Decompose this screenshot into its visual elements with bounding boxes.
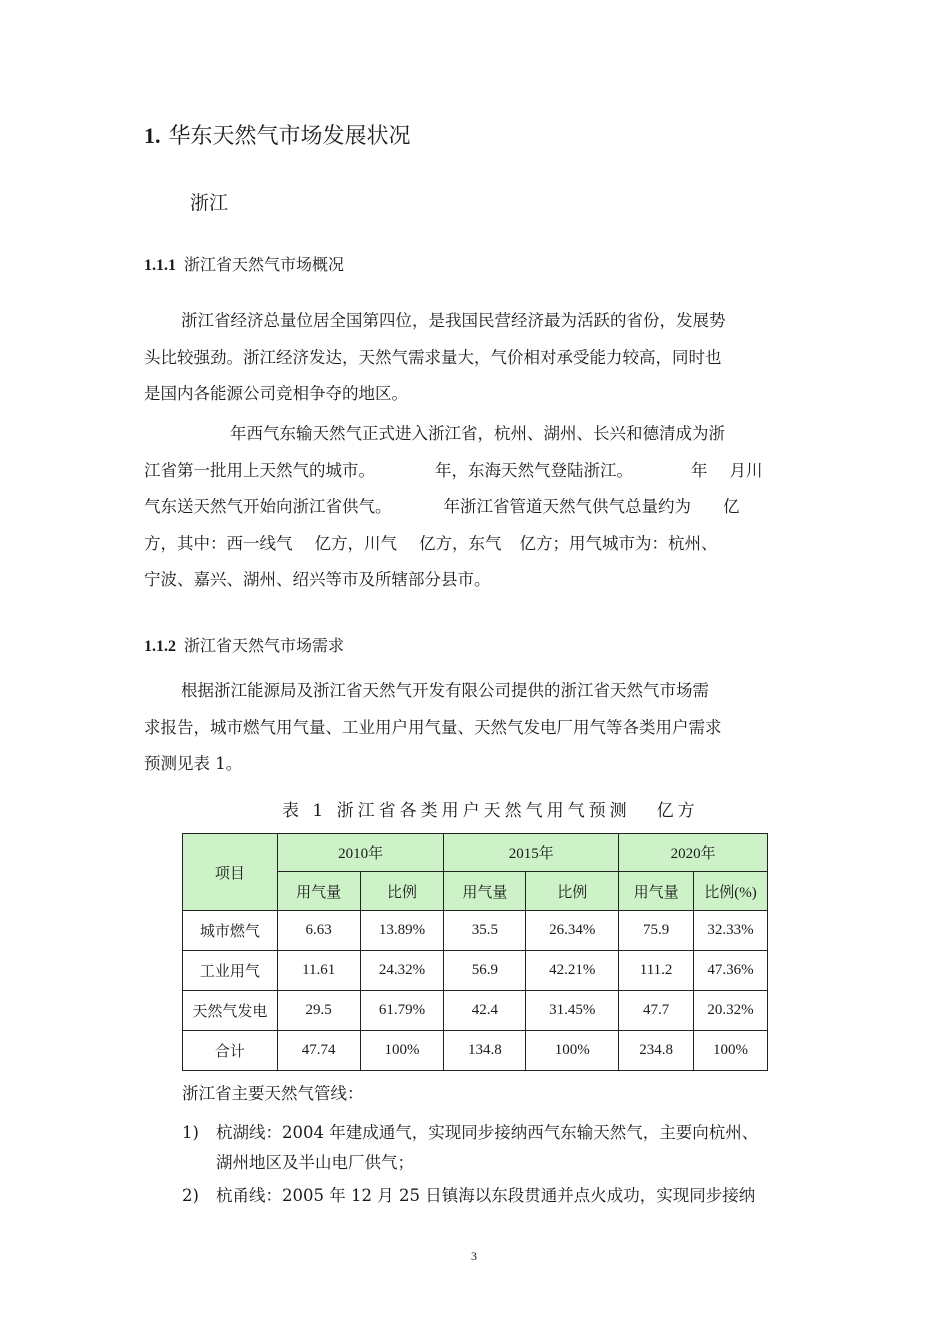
table-cell: 56.9 — [444, 951, 526, 991]
table-cell: 100% — [526, 1031, 619, 1071]
paragraph-history — [144, 416, 808, 599]
pipelines-intro: 浙江省主要天然气管线： — [182, 1084, 364, 1103]
text-fragment: 亿方；用气城市为：杭州、 — [519, 533, 718, 553]
text-fragment: 月川 — [729, 460, 763, 480]
text-line: 年西气东输天然气正式进入浙江省，杭州、湖州、长兴和德清成为浙 — [230, 424, 725, 443]
table-row — [183, 911, 768, 951]
paragraph-demand — [144, 673, 808, 783]
text-fragment: 年，东海天然气登陆浙江。 — [435, 460, 633, 480]
table-cell: 100% — [360, 1031, 444, 1071]
list-number: 1) — [182, 1123, 199, 1142]
table-cell: 111.2 — [619, 951, 694, 991]
section-number: 1.1.2 — [144, 638, 176, 655]
table-cell: 11.61 — [277, 951, 360, 991]
table-caption — [282, 796, 699, 821]
text-line: 头比较强劲。浙江经济发达，天然气需求量大，气价相对承受能力较高，同时也 — [144, 347, 722, 367]
list-text-line: 湖州地区及半山电厂供气； — [216, 1153, 414, 1172]
text-fragment: 年 — [691, 460, 708, 480]
table-cell: 47.74 — [277, 1031, 360, 1071]
table-cell: 6.63 — [277, 911, 360, 951]
heading-number: 1. — [144, 123, 161, 148]
table-cell: 75.9 — [619, 911, 694, 951]
text-line: 根据浙江能源局及浙江省天然气开发有限公司提供的浙江省天然气市场需 — [181, 681, 709, 700]
sub-header: 比例 — [360, 872, 444, 911]
text-line: 是国内各能源公司竞相争夺的地区。 — [144, 384, 408, 403]
item-header: 项目 — [183, 834, 278, 911]
section-number: 1.1.1 — [144, 257, 176, 274]
table-cell: 47.36% — [694, 951, 768, 991]
page-number: 3 — [471, 1249, 477, 1263]
table-cell: 32.33% — [694, 911, 768, 951]
section-heading-1-1-2 — [144, 633, 344, 656]
text-line: 求报告，城市燃气用气量、工业用户用气量、天然气发电厂用气等各类用户需求 — [144, 717, 722, 737]
sub-header: 比例 — [526, 872, 619, 911]
table-cell: 26.34% — [526, 911, 619, 951]
row-label: 城市燃气 — [183, 911, 278, 951]
province-subtitle: 浙江 — [190, 192, 229, 214]
text-fragment: 亿方，川气 — [314, 533, 397, 553]
text-line: 预测见表 1。 — [144, 754, 243, 773]
year-header: 2020年 — [619, 834, 768, 872]
caption-text: 表 1 浙江省各类用户天然气用气预测 — [282, 801, 631, 821]
table-row — [183, 991, 768, 1031]
sub-header: 用气量 — [277, 872, 360, 911]
table-cell: 47.7 — [619, 991, 694, 1031]
table-row-total — [183, 1031, 768, 1071]
text-fragment: 亿方，东气 — [419, 533, 502, 553]
text-line: 宁波、嘉兴、湖州、绍兴等市及所辖部分县市。 — [144, 570, 491, 589]
table-row — [183, 951, 768, 991]
sub-header: 比例(%) — [694, 872, 768, 911]
table-cell: 61.79% — [360, 991, 444, 1031]
table-cell: 234.8 — [619, 1031, 694, 1071]
row-label: 天然气发电 — [183, 991, 278, 1031]
table-cell: 35.5 — [444, 911, 526, 951]
heading-text: 华东天然气市场发展状况 — [168, 124, 411, 149]
table-header-years — [183, 834, 768, 872]
section-title: 浙江省天然气市场概况 — [184, 255, 345, 274]
text-fragment: 方，其中：西一线气 — [144, 533, 293, 553]
table-cell: 29.5 — [277, 991, 360, 1031]
table-cell: 13.89% — [360, 911, 444, 951]
paragraph-overview — [144, 303, 808, 413]
table-cell: 31.45% — [526, 991, 619, 1031]
sub-header: 用气量 — [619, 872, 694, 911]
caption-unit: 亿方 — [656, 801, 699, 821]
page-heading — [144, 119, 411, 150]
text-fragment: 年浙江省管道天然气供气总量约为 — [443, 497, 691, 516]
section-heading-1-1-1 — [144, 252, 344, 275]
table-cell: 20.32% — [694, 991, 768, 1031]
gas-demand-table — [182, 833, 768, 1071]
table-cell: 24.32% — [360, 951, 444, 991]
table-cell: 42.21% — [526, 951, 619, 991]
list-text-line: 杭湖线：2004 年建成通气，实现同步接纳西气东输天然气，主要向杭州、 — [216, 1123, 759, 1142]
table-cell: 134.8 — [444, 1031, 526, 1071]
sub-header: 用气量 — [444, 872, 526, 911]
year-header: 2010年 — [277, 834, 444, 872]
text-fragment: 亿 — [723, 497, 740, 516]
text-fragment: 江省第一批用上天然气的城市。 — [144, 460, 375, 480]
table-cell: 100% — [694, 1031, 768, 1071]
list-text-line: 杭甬线：2005 年 12 月 25 日镇海以东段贯通并点火成功，实现同步接纳 — [216, 1186, 756, 1205]
row-label: 工业用气 — [183, 951, 278, 991]
table-cell: 42.4 — [444, 991, 526, 1031]
list-number: 2) — [182, 1186, 199, 1205]
year-header: 2015年 — [444, 834, 619, 872]
text-fragment: 气东送天然气开始向浙江省供气。 — [144, 497, 392, 516]
text-line: 浙江省经济总量位居全国第四位，是我国民营经济最为活跃的省份，发展势 — [181, 311, 726, 330]
row-label: 合计 — [183, 1031, 278, 1071]
section-title: 浙江省天然气市场需求 — [184, 636, 345, 655]
